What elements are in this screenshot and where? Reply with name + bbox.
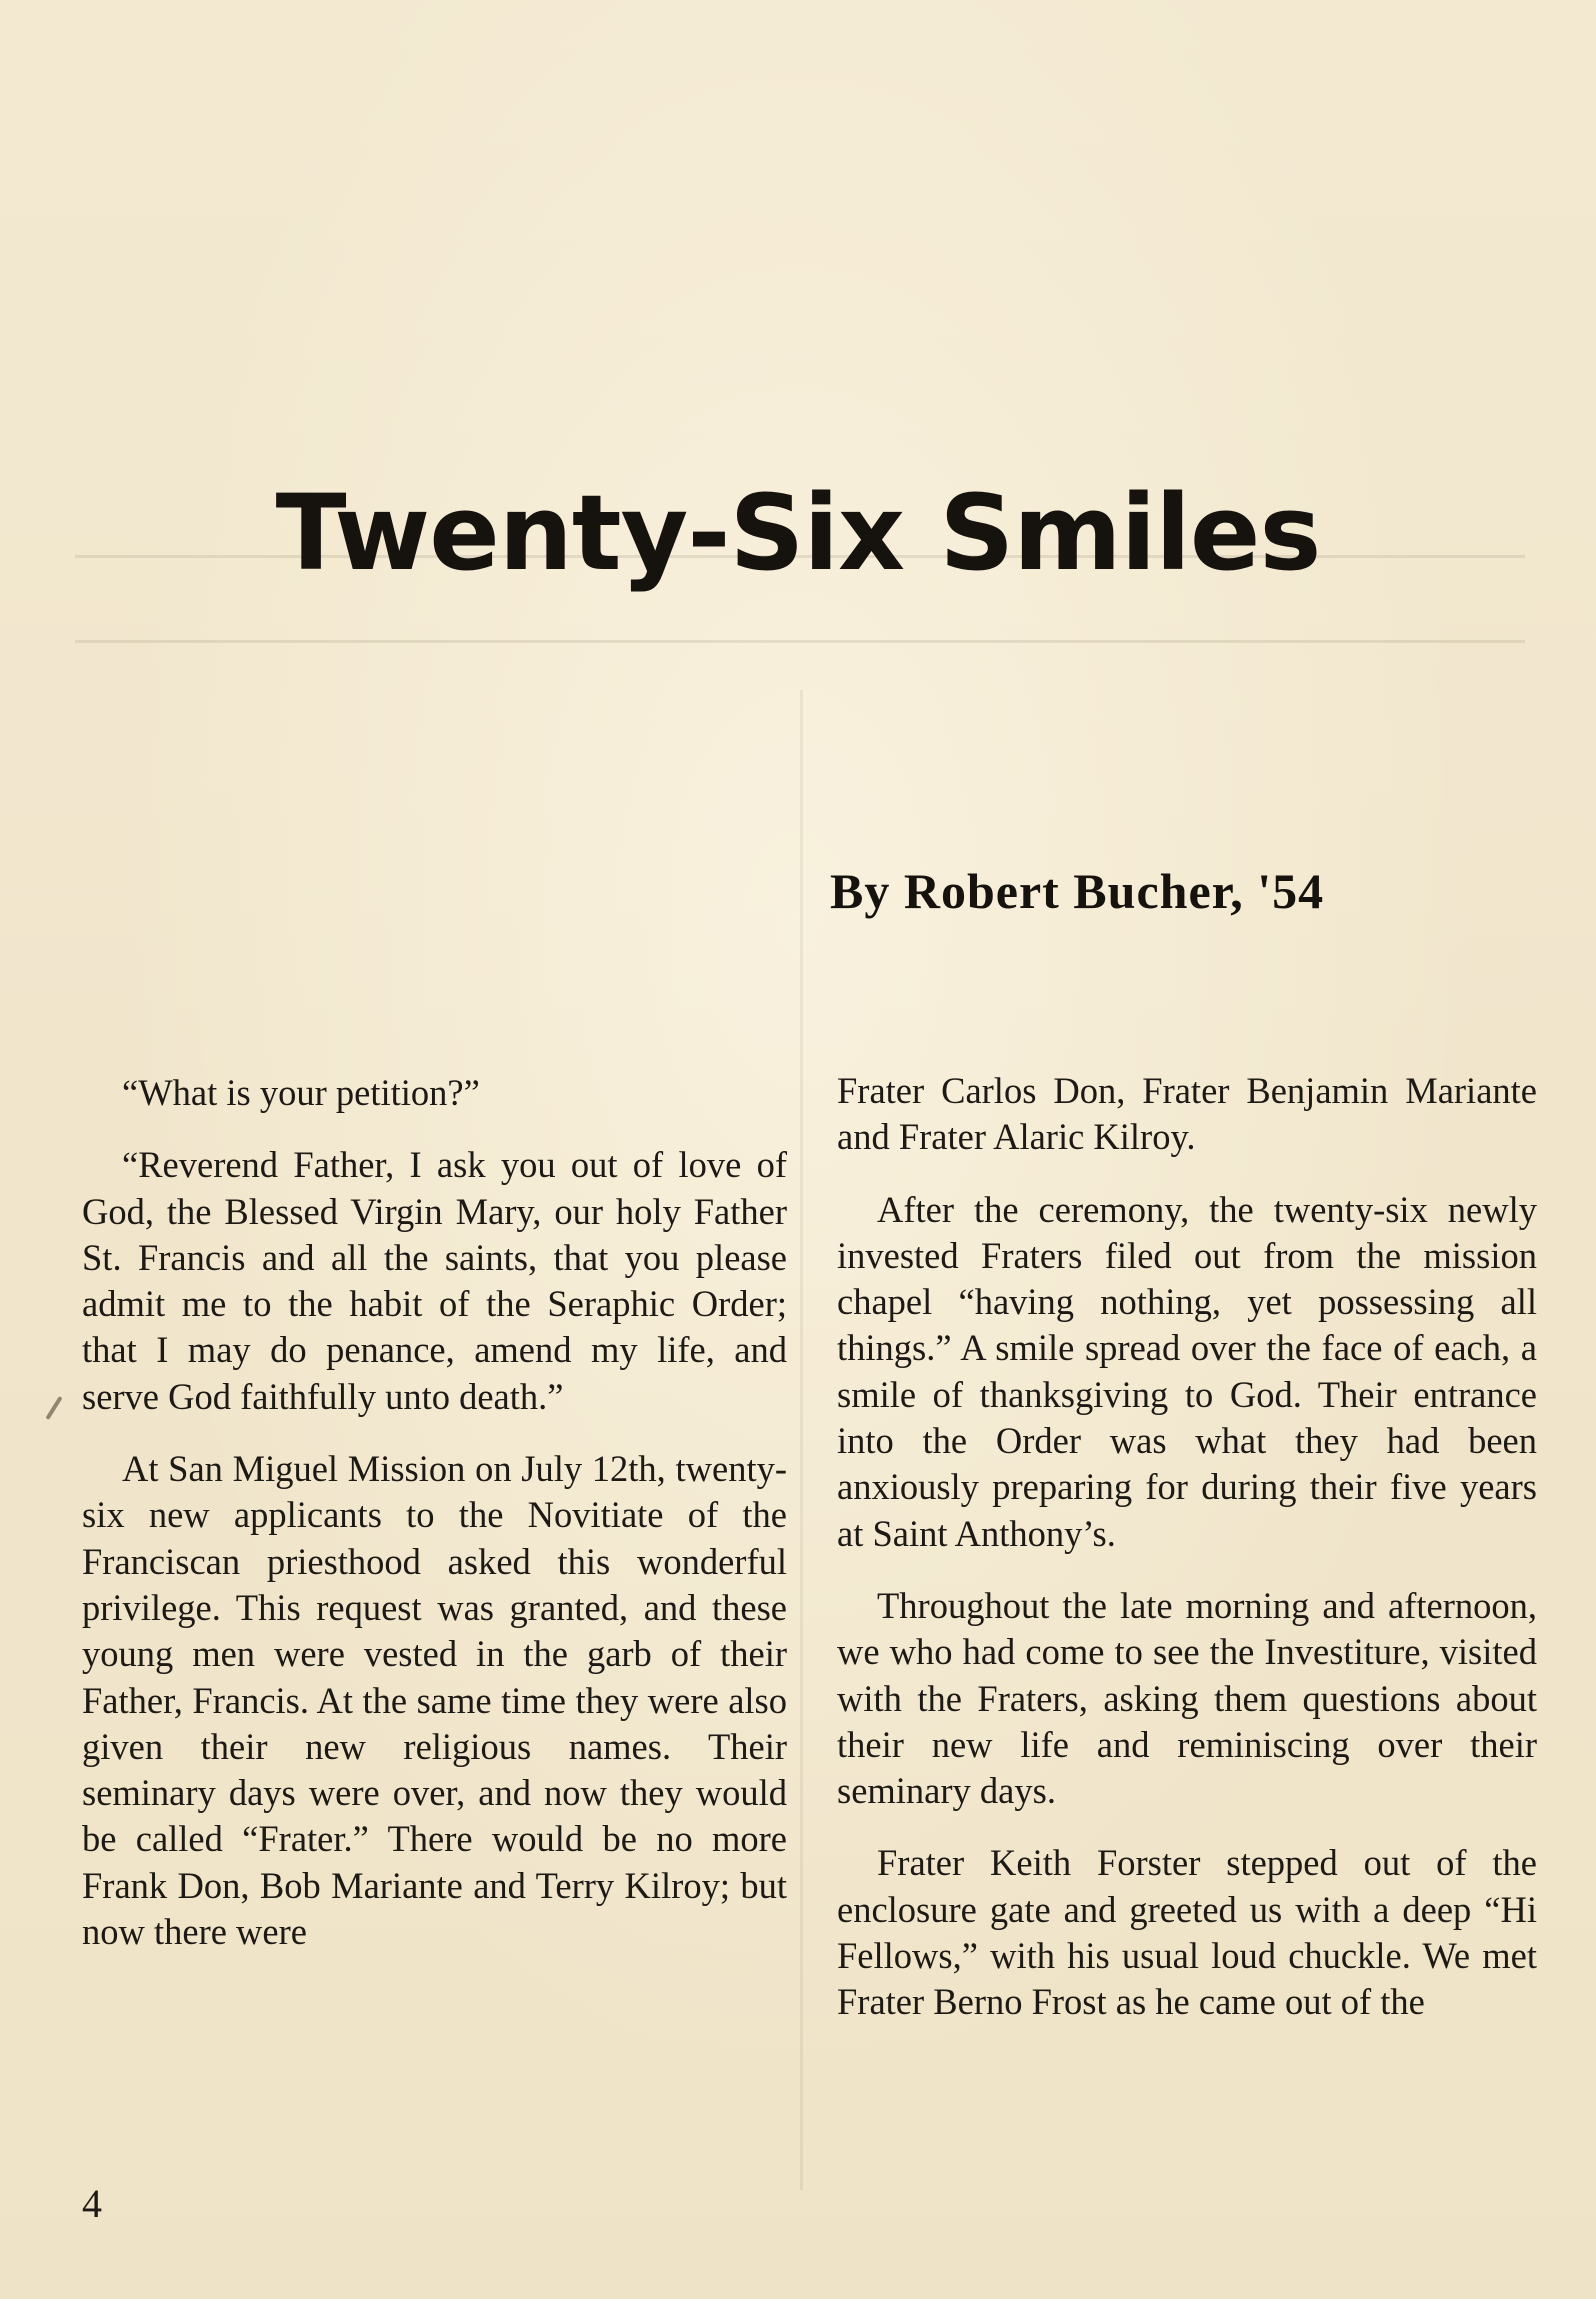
paragraph: Frater Carlos Don, Frater Benjamin Mariante and Frater Alaric Kilroy. [837,1070,1537,1158]
paragraph: After the ceremony, the twenty-six newly invested Fraters filed out from the mission chapel “having nothing, yet possessing all things.” A smile spread over the face of each, a smile of thanksgiving to God. Their entrance into the Order was what they had been anxiously preparing for during their five years at Saint Anthony’s. [837,1188,1537,1554]
paragraph: Throughout the late morning and afternoon, we who had come to see the Investiture, visited with the Fraters, asking them questions about their new life and reminiscing over their seminary days. [837,1584,1537,1812]
article-title: Twenty-Six Smiles [275,472,1321,594]
bleed-through-column-line [800,690,803,2190]
paragraph: “What is your petition?” [122,1072,480,1113]
pencil-mark [45,1396,62,1420]
paragraph: Frater Keith Forster stepped out of the enclosure gate and greeted us with a deep “Hi Fellows,” with his usual loud chuckle. We met Frater Berno Frost as he came out of the [837,1842,1537,2023]
left-column [82,1070,787,1981]
paragraph: At San Miguel Mission on July 12th, twenty-six new applicants to the Novitiate of the Franciscan priesthood asked this wonderful privilege. This request was granted, and these young men were vested in the garb of their Father, Francis. At the same time they were also given their new religious names. Their seminary days were over, and now they would be called “Frater.” There would be no more Frank Don, Bob Mariante and Terry Kilroy; but now there were [82,1448,787,1953]
bleed-through-rule [75,640,1525,643]
right-column [837,1068,1537,2052]
article-byline: By Robert Bucher, '54 [830,863,1325,919]
page-number: 4 [82,2181,102,2226]
paragraph: “Reverend Father, I ask you out of love of God, the Blessed Virgin Mary, our holy Father St. Francis and all the saints, that you please admit me to the habit of the Seraphic Order; that I may do penance, amend my life, and serve God faithfully unto death.” [82,1144,787,1417]
